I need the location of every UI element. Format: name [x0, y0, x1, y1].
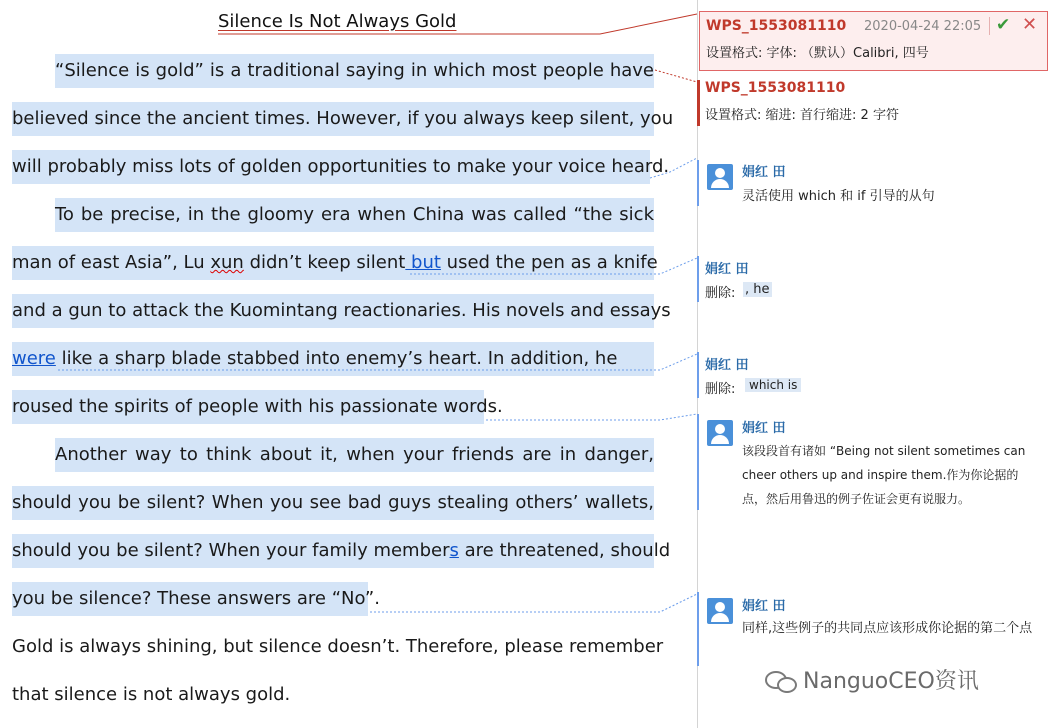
comment-bar: [697, 592, 699, 666]
p2-line2[interactable]: man of east Asia”, Lu xun didn’t keep silent but used the pen as a knife: [12, 246, 654, 280]
comment-text: 设置格式: 字体: （默认）Calibri, 四号: [706, 46, 929, 61]
comment-bar: [697, 352, 699, 398]
comment-bar: [697, 80, 700, 126]
comment-author: 娟红 田: [742, 165, 786, 180]
delete-label: 删除:: [705, 382, 736, 397]
inserted-text[interactable]: but: [405, 252, 441, 273]
p3-line3[interactable]: should you be silent? When your family members are threatened, should: [12, 534, 654, 568]
comment-author: 娟红 田: [705, 262, 749, 277]
close-icon[interactable]: ✕: [1022, 14, 1038, 35]
comment-time: 2020-04-24 22:05: [864, 19, 982, 34]
spelling-error[interactable]: xun: [210, 252, 244, 273]
separator: [989, 17, 990, 35]
comment-author: 娟红 田: [742, 599, 786, 614]
comment-text: 设置格式: 缩进: 首行缩进: 2 字符: [705, 108, 899, 123]
comment-bar: [697, 256, 699, 302]
user-avatar-icon: [707, 420, 733, 446]
comment-format-indent[interactable]: [705, 80, 1052, 126]
p2-line5[interactable]: roused the spirits of people with his passionate words.: [12, 390, 484, 424]
p2-line3[interactable]: and a gun to attack the Kuomintang reactionaries. His novels and essays: [12, 294, 654, 328]
deleted-text: , he: [745, 282, 770, 297]
delete-label: 删除:: [705, 286, 736, 301]
p1-line2[interactable]: believed since the ancient times. However, if you always keep silent, you: [12, 102, 654, 136]
p1-line3[interactable]: will probably miss lots of golden opportunities to make your voice heard.: [12, 150, 650, 184]
p3-line1[interactable]: Another way to think about it, when your friends are in danger,: [55, 438, 654, 472]
comment-text: 同样,这些例子的共同点应该形成你论据的第二个点: [742, 621, 1033, 636]
p4-line2[interactable]: that silence is not always gold.: [12, 684, 291, 705]
p2-line1[interactable]: To be precise, in the gloomy era when China was called “the sick: [55, 198, 654, 232]
p3-line2[interactable]: should you be silent? When you see bad guys stealing others’ wallets,: [12, 486, 654, 520]
comment-author: 娟红 田: [742, 421, 786, 436]
wechat-icon: [765, 669, 795, 691]
inserted-text[interactable]: s: [449, 540, 459, 561]
inserted-text[interactable]: were: [12, 348, 56, 369]
p2-line4[interactable]: were like a sharp blade stabbed into enemy’s heart. In addition, he: [12, 342, 654, 376]
watermark: NanguoCEO资讯: [765, 664, 979, 695]
comment-author: WPS_1553081110: [706, 18, 847, 34]
p3-line4[interactable]: you be silence? These answers are “No”.: [12, 582, 368, 616]
comment-author: 娟红 田: [705, 358, 749, 373]
user-avatar-icon: [707, 598, 733, 624]
document-title: Silence Is Not Always Gold: [218, 11, 457, 32]
comment-format-font[interactable]: [699, 11, 1048, 71]
deleted-text: which is: [745, 378, 801, 392]
comment-bar: [697, 160, 699, 206]
comment-bar: [697, 414, 699, 510]
comment-text: 灵活使用 which 和 if 引导的从句: [742, 189, 935, 204]
user-avatar-icon: [707, 164, 733, 190]
p1-line1[interactable]: “Silence is gold” is a traditional saying in which most people have: [55, 54, 654, 88]
comment-text: 该段段首有诸如 “Being not silent sometimes can cheer others up and inspire them.作为你论据的点，然后用鲁迅的例子佐证会更有说服力。: [742, 444, 1026, 506]
p4-line1[interactable]: Gold is always shining, but silence doesn’t. Therefore, please remember: [12, 636, 664, 657]
comment-author: WPS_1553081110: [705, 80, 846, 96]
check-icon[interactable]: ✔: [996, 15, 1011, 35]
